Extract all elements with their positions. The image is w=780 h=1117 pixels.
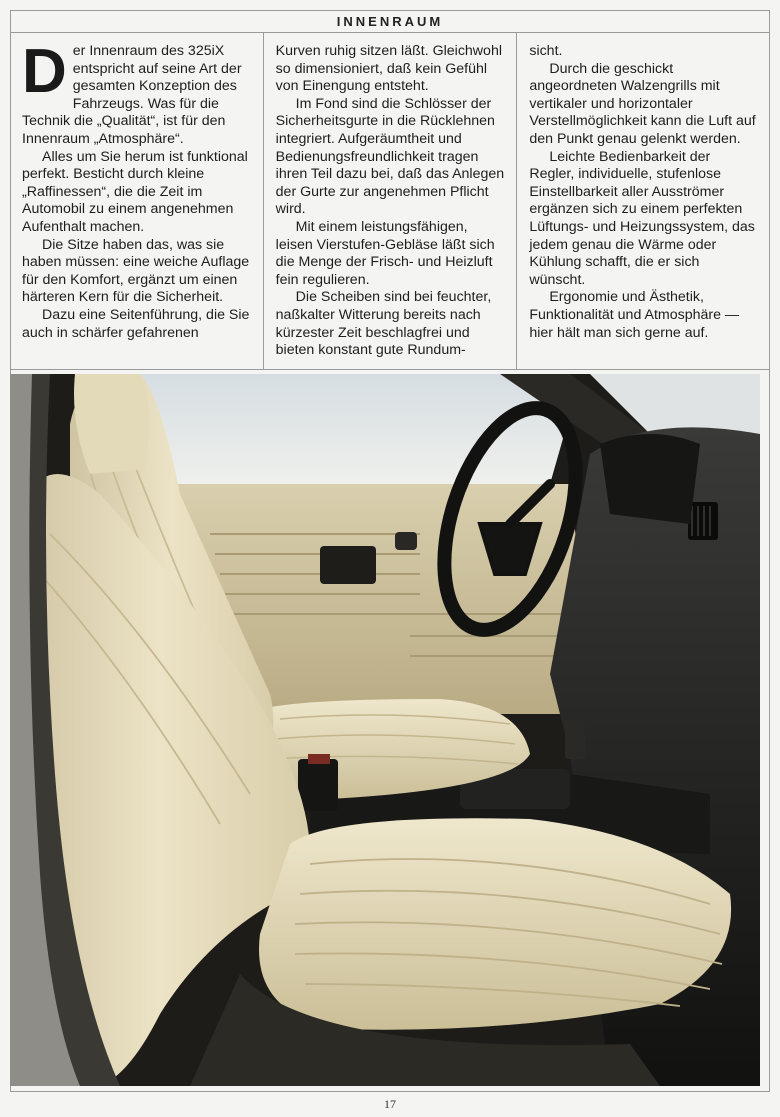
paragraph: Der Innenraum des 325iX entspricht auf seine Art der gesamten Konzeption des Fahrzeugs. Was für die Technik die „Qualität“, ist für den Innenraum „Atmosphäre“. [22, 37, 242, 147]
door-handle [320, 546, 376, 584]
text-column-2 [263, 33, 517, 369]
drop-cap: D [22, 37, 67, 106]
paragraph: Im Fond sind die Schlösser der Sicherheitsgurte in die Rücklehnen integriert. Aufgeräumtheit und Bedienungsfreundlichkeit tragen ihren Teil dazu bei, daß das Anlegen der Gurte zur angenehmen Pflicht wird. [275, 95, 505, 218]
paragraph: Alles um Sie herum ist funktional perfekt. Besticht durch kleine „Raffinessen“, die die Zeit im Automobil zu einem angenehmen Aufenthalt machen. [22, 148, 248, 235]
paragraph: Leichte Bedienbarkeit der Regler, individuelle, stufenlose Einstellbarkeit aller Ausströmer ergänzen sich zu einem perfekten Lüftungs- und Heizungssystem, das jedem genau die Wärme oder Kühlung schafft, die er sich wünscht. [529, 148, 755, 288]
section-title: INNENRAUM [336, 14, 444, 29]
text-column-1 [10, 33, 263, 369]
paragraph: Ergonomie und Ästhetik, Funktionalität und Atmosphäre — hier hält man sich gerne auf. [529, 289, 740, 341]
paragraph: Die Scheiben sind bei feuchter, naßkalter Witterung bereits nach kürzester Zeit beschlagfrei und bieten konstant gute Rundum- [275, 289, 492, 359]
car-interior-photo [10, 374, 760, 1086]
seatbelt-buckle [298, 759, 338, 811]
text-columns [10, 33, 770, 370]
text-column-3 [516, 33, 770, 369]
page-number: 17 [384, 1097, 396, 1111]
paragraph: Dazu eine Seitenführung, die Sie auch in schärfer gefahrenen [22, 306, 250, 341]
section-header [10, 13, 770, 33]
headrest [74, 374, 149, 474]
paragraph: Die Sitze haben das, was sie haben müssen: eine weiche Auflage für den Komfort, ergänzt um einen härteren Kern für die Sicherheit. [22, 236, 250, 306]
paragraph: Mit einem leistungsfähigen, leisen Vierstufen-Gebläse läßt sich die Menge der Frisch- und Heizluft fein regulieren. [275, 218, 495, 288]
paragraph: sicht. [529, 43, 563, 59]
paragraph: Kurven ruhig sitzen läßt. Gleichwohl so dimensioniert, daß kein Gefühl von Einengung entsteht. [275, 43, 502, 95]
paragraph: Durch die geschickt angeordneten Walzengrills mit vertikaler und horizontaler Verstellmöglichkeit kann die Luft auf den Punkt genau gelenkt werden. [529, 60, 756, 147]
lock-knob [395, 532, 417, 550]
